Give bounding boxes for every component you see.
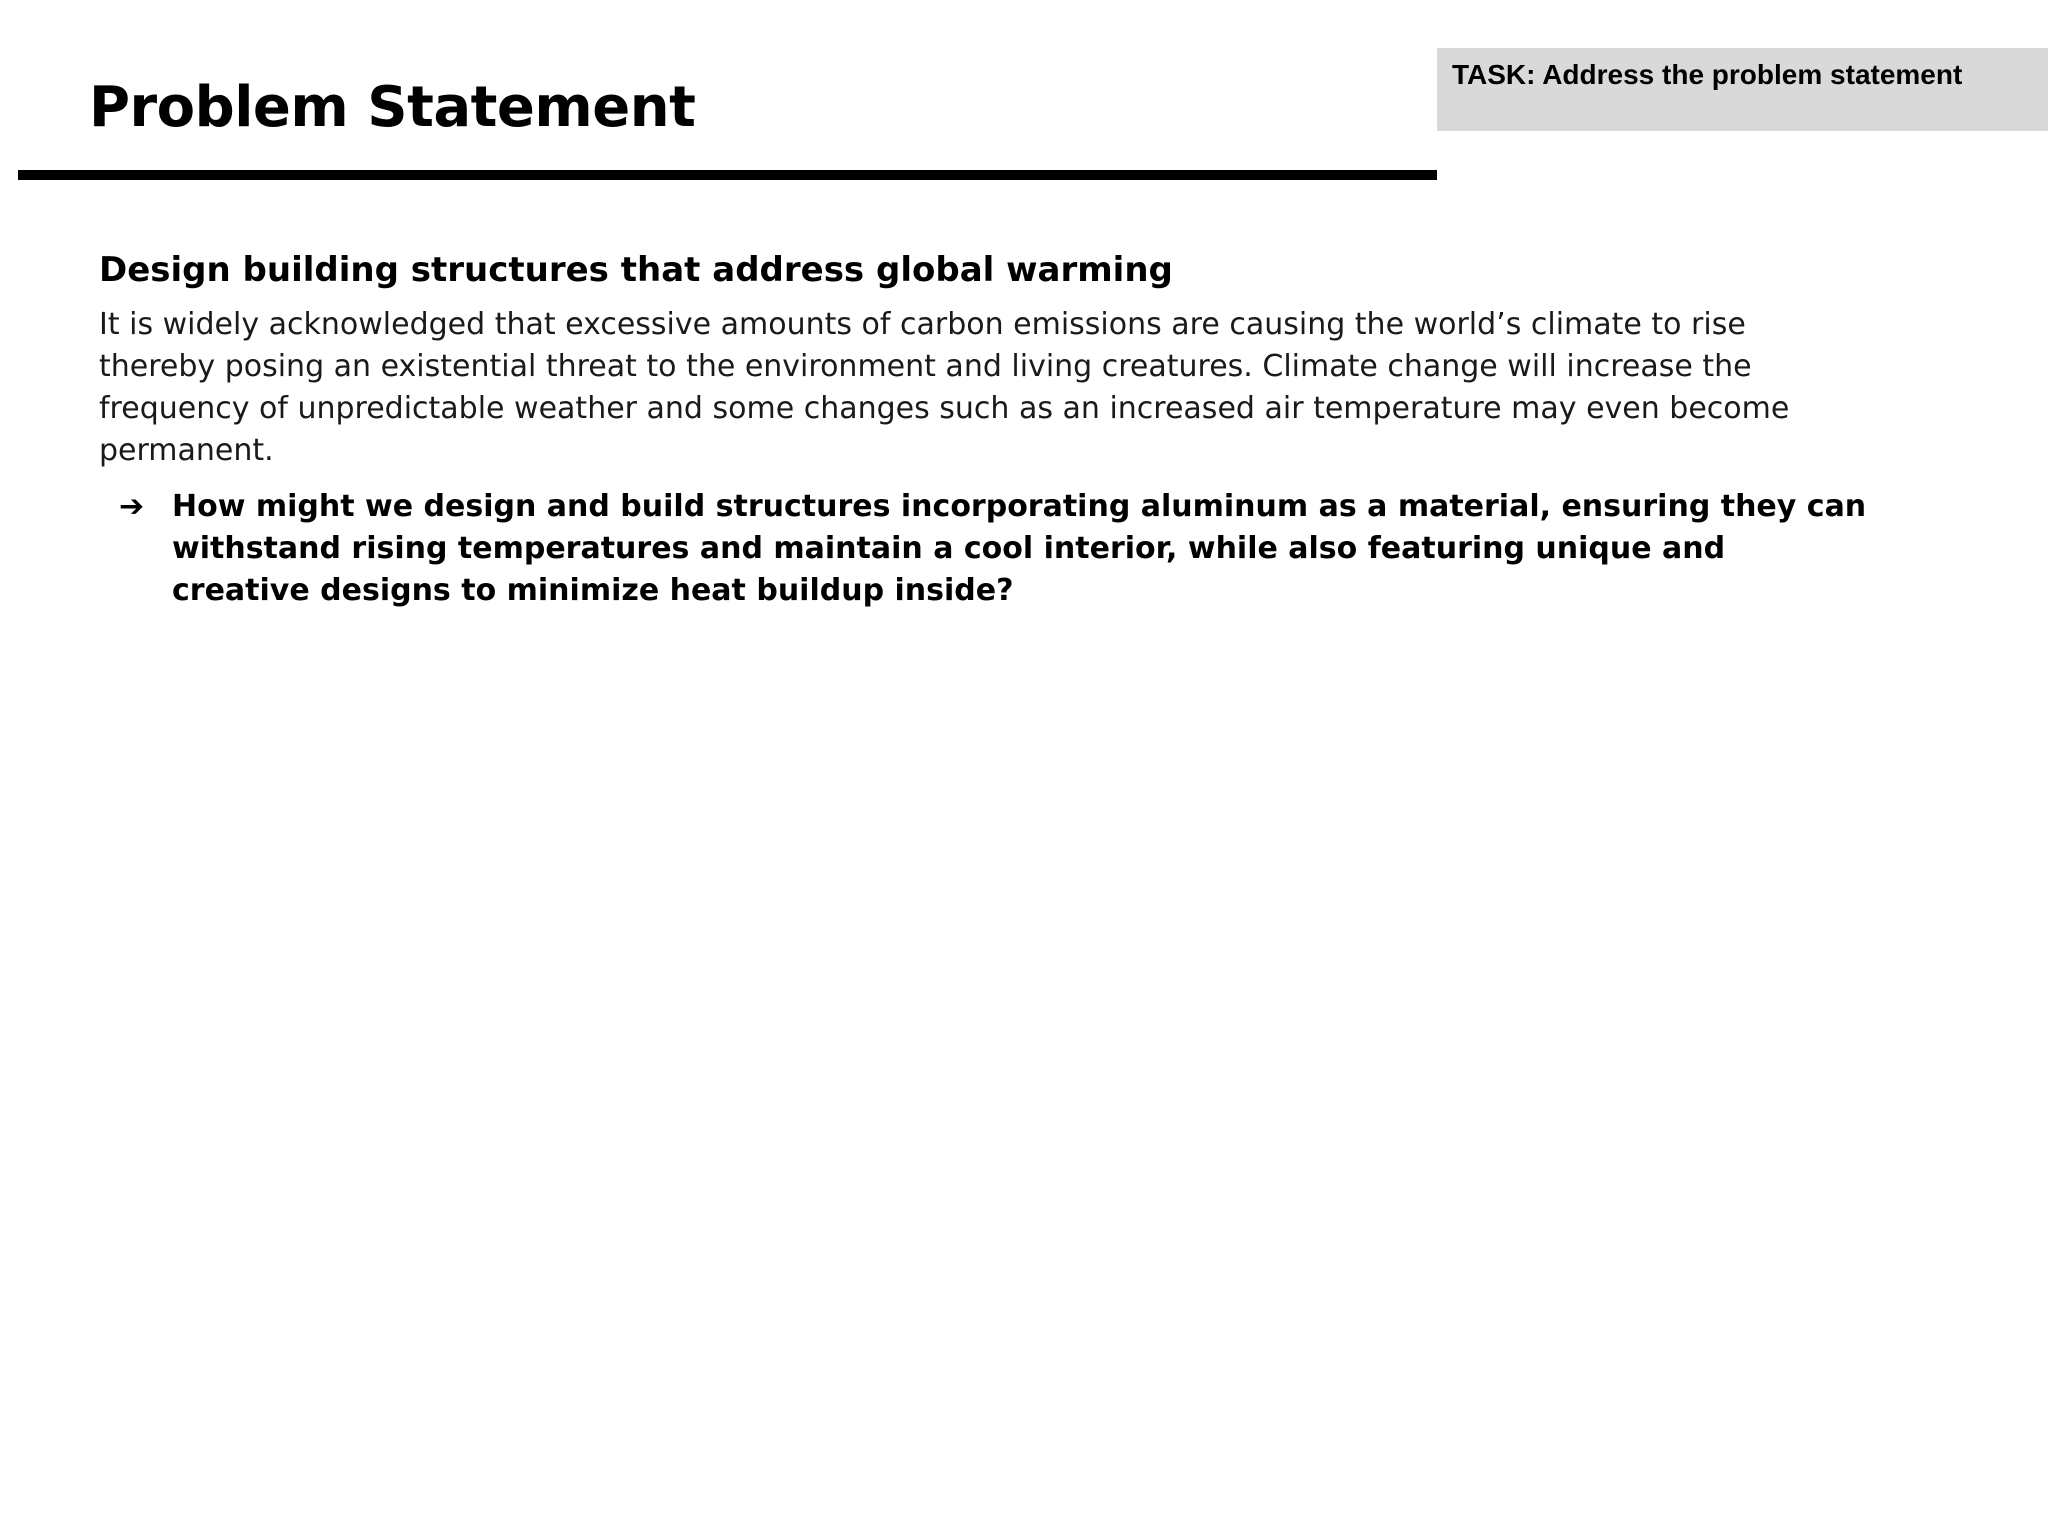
title-underline-divider [18, 170, 1437, 180]
section-subheading: Design building structures that address global warming [99, 250, 1173, 290]
arrow-right-icon: ➔ [119, 489, 145, 524]
how-might-we-list [99, 486, 1899, 612]
task-callout-box [1437, 48, 2048, 131]
problem-statement-content [99, 246, 1899, 612]
how-might-we-question: How might we design and build structures incorporating aluminum as a material, ensuring they can withstand rising temperatures and maintain a cool interior, while also featuring unique and creative designs to minimize heat buildup inside? [172, 489, 1867, 608]
page-title: Problem Statement [89, 75, 696, 140]
task-label: TASK: Address the problem statement [1452, 59, 1963, 90]
problem-description-paragraph: It is widely acknowledged that excessive amounts of carbon emissions are causing the world’s climate to rise thereby posing an existential threat to the environment and living creatures. Climate change will increase the frequency of unpredictable weather and some changes such as an increased air temperature may even become permanent. [99, 307, 1790, 468]
list-item [99, 486, 1872, 612]
